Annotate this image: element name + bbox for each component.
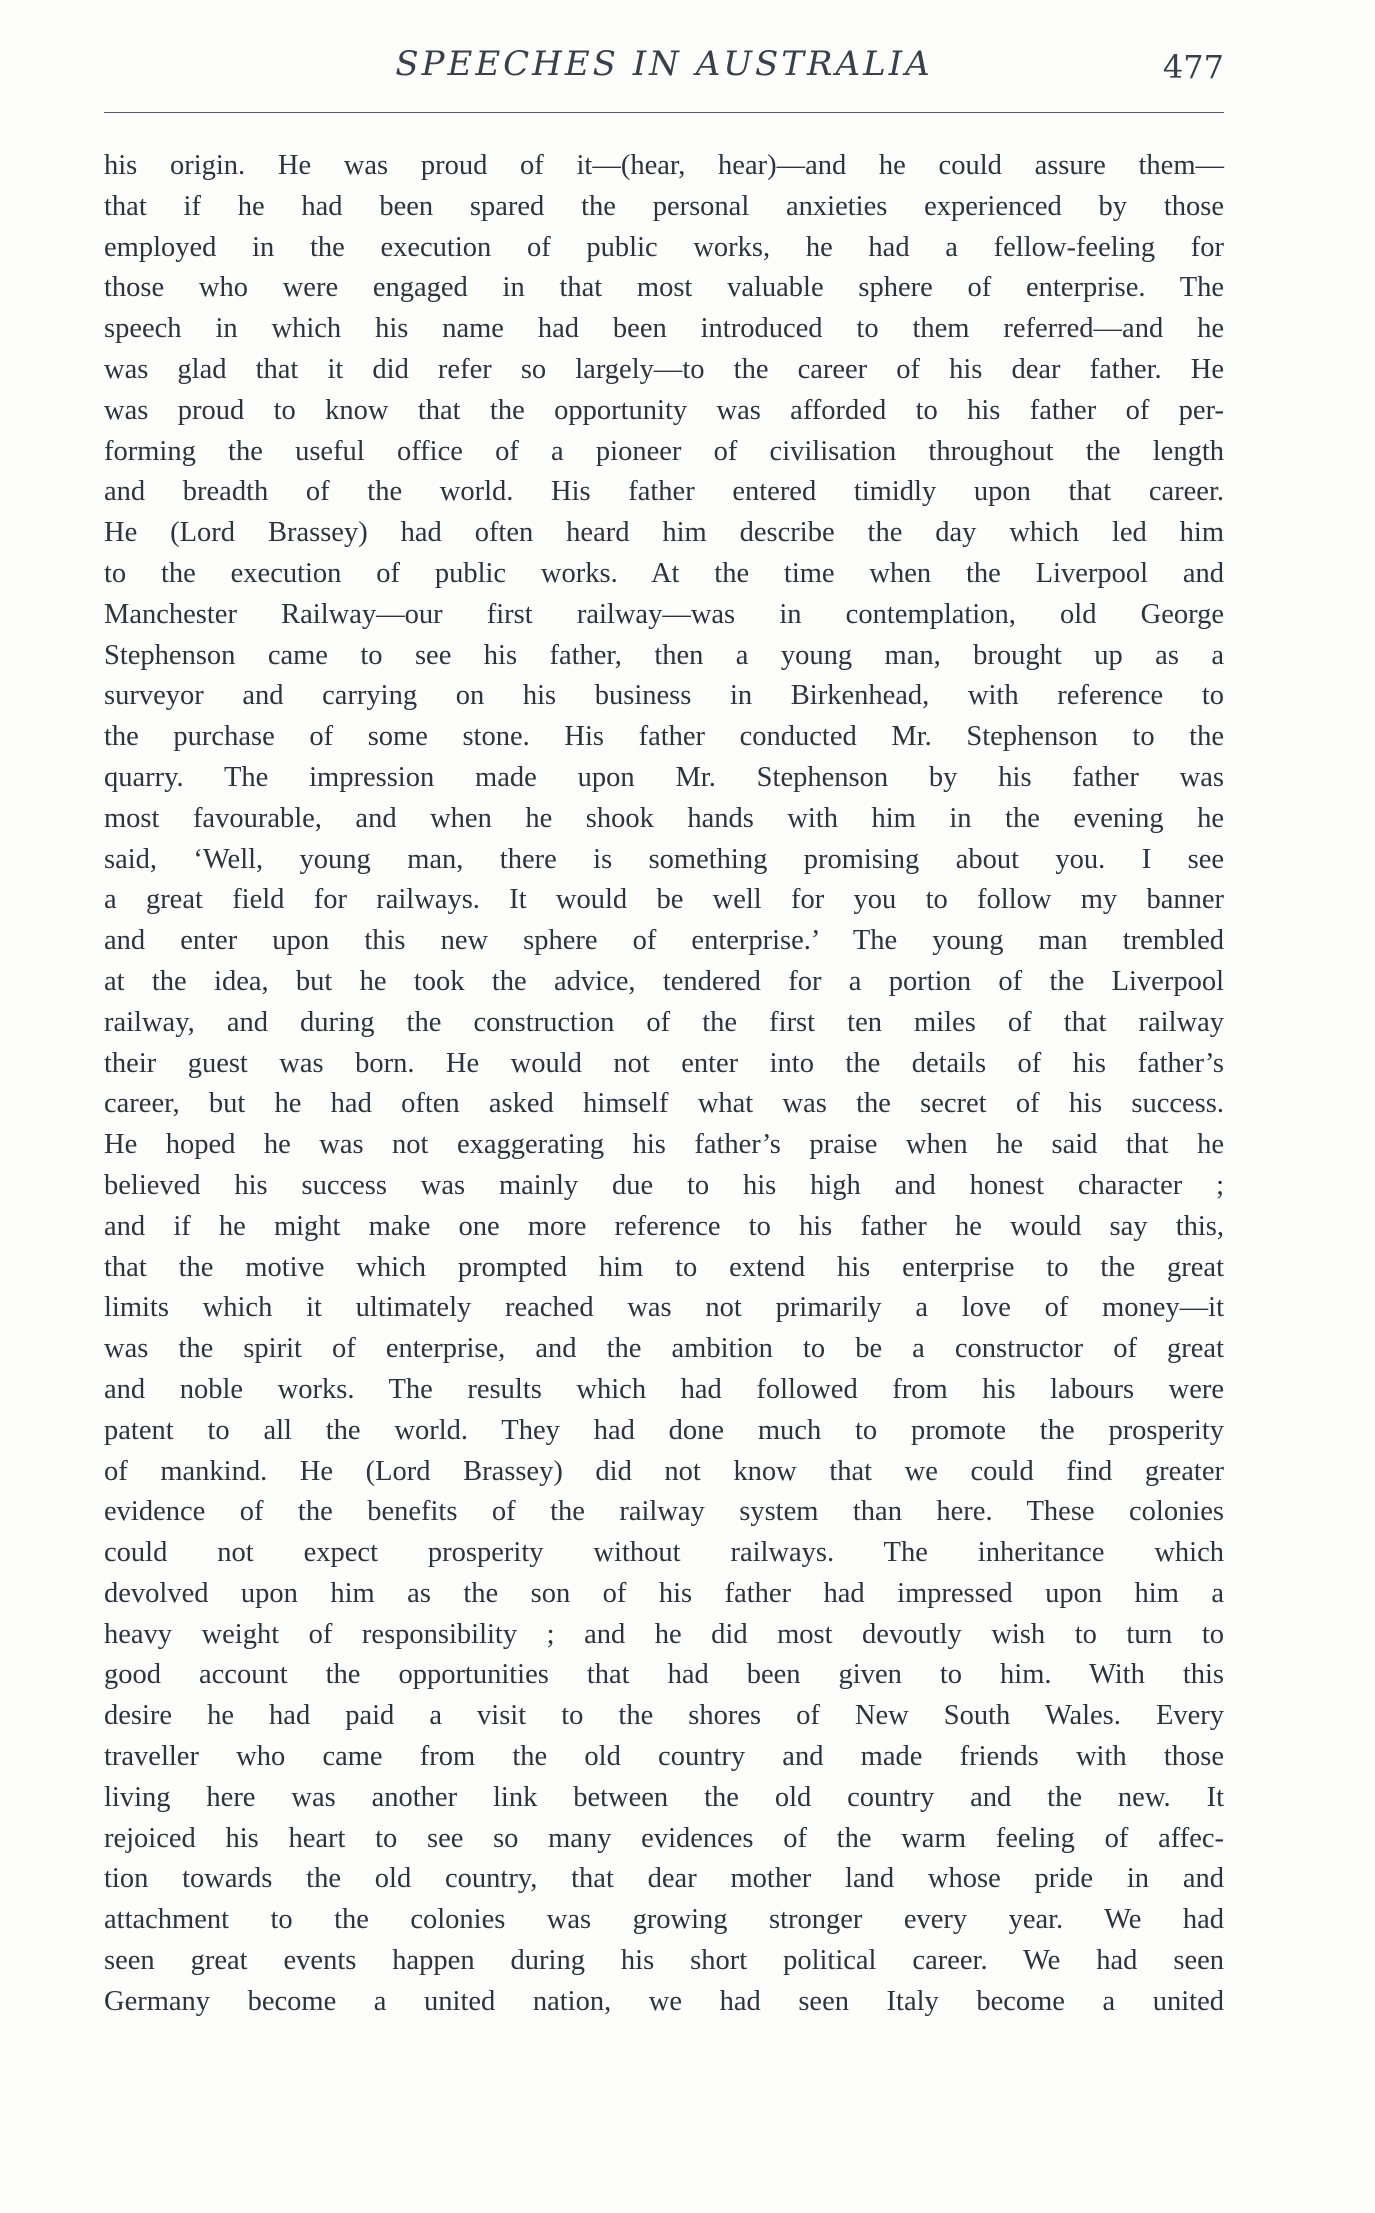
text-line: tion towards the old country, that dear mother land whose pride in and [104, 1863, 1224, 1895]
text-line: those who were engaged in that most valuable sphere of enterprise. The [104, 272, 1224, 304]
text-line: He (Lord Brassey) had often heard him describe the day which led him [104, 517, 1224, 549]
text-line: quarry. The impression made upon Mr. Stephenson by his father was [104, 761, 1224, 793]
text-line: could not expect prosperity without railways. The inheritance which [104, 1537, 1224, 1569]
text-line: at the idea, but he took the advice, tendered for a portion of the Liverpool [104, 965, 1224, 997]
text-line: career, but he had often asked himself what was the secret of his success. [104, 1088, 1224, 1120]
page-number: 477 [1162, 48, 1224, 86]
text-line: their guest was born. He would not enter into the details of his father’s [104, 1047, 1224, 1079]
text-line: to the execution of public works. At the time when the Liverpool and [104, 557, 1224, 589]
text-line: rejoiced his heart to see so many evidences of the warm feeling of affec- [104, 1822, 1224, 1854]
text-line: surveyor and carrying on his business in Birkenhead, with reference to [104, 680, 1224, 712]
text-line: limits which it ultimately reached was not primarily a love of money—it [104, 1292, 1224, 1324]
text-line: heavy weight of responsibility ; and he did most devoutly wish to turn to [104, 1618, 1224, 1650]
text-line: that if he had been spared the personal anxieties experienced by those [104, 190, 1224, 222]
running-head [104, 38, 1224, 98]
text-line: forming the useful office of a pioneer of civilisation throughout the length [104, 435, 1224, 467]
text-line: employed in the execution of public works, he had a fellow-feeling for [104, 231, 1224, 263]
text-line: good account the opportunities that had been given to him. With this [104, 1659, 1224, 1691]
text-line: evidence of the benefits of the railway system than here. These colonies [104, 1496, 1224, 1528]
text-line: Manchester Railway—our first railway—was in contemplation, old George [104, 598, 1224, 630]
text-line: most favourable, and when he shook hands with him in the evening he [104, 802, 1224, 834]
text-line: and breadth of the world. His father entered timidly upon that career. [104, 476, 1224, 508]
text-line: attachment to the colonies was growing stronger every year. We had [104, 1904, 1224, 1936]
text-line: was the spirit of enterprise, and the ambition to be a constructor of great [104, 1333, 1224, 1365]
text-line: traveller who came from the old country and made friends with those [104, 1741, 1224, 1773]
text-line: was glad that it did refer so largely—to the career of his dear father. He [104, 353, 1224, 385]
text-line: and if he might make one more reference to his father he would say this, [104, 1210, 1224, 1242]
text-line: a great field for railways. It would be well for you to follow my banner [104, 884, 1224, 916]
text-line: patent to all the world. They had done much to promote the prosperity [104, 1414, 1224, 1446]
text-line: living here was another link between the old country and the new. It [104, 1781, 1224, 1813]
text-line: railway, and during the construction of the first ten miles of that railway [104, 1006, 1224, 1038]
text-line: and enter upon this new sphere of enterprise.’ The young man trembled [104, 925, 1224, 957]
text-line: was proud to know that the opportunity was afforded to his father of per- [104, 394, 1224, 426]
text-line: his origin. He was proud of it—(hear, hear)—and he could assure them— [104, 150, 1224, 181]
text-line: the purchase of some stone. His father conducted Mr. Stephenson to the [104, 721, 1224, 753]
text-line: Stephenson came to see his father, then a young man, brought up as a [104, 639, 1224, 671]
text-line: desire he had paid a visit to the shores of New South Wales. Every [104, 1700, 1224, 1732]
text-line: seen great events happen during his short political career. We had seen [104, 1945, 1224, 1977]
text-line: speech in which his name had been introduced to them referred—and he [104, 313, 1224, 345]
body-text [104, 146, 1224, 2023]
text-line: He hoped he was not exaggerating his father’s praise when he said that he [104, 1129, 1224, 1161]
text-line: devolved upon him as the son of his father had impressed upon him a [104, 1577, 1224, 1609]
text-line: Germany become a united nation, we had seen Italy become a united [104, 1985, 1224, 2017]
running-title: SPEECHES IN AUSTRALIA [395, 44, 933, 84]
text-line: that the motive which prompted him to extend his enterprise to the great [104, 1251, 1224, 1283]
text-line: said, ‘Well, young man, there is something promising about you. I see [104, 843, 1224, 875]
text-line: believed his success was mainly due to his high and honest character ; [104, 1169, 1224, 1201]
text-line: and noble works. The results which had followed from his labours were [104, 1373, 1224, 1405]
text-line: of mankind. He (Lord Brassey) did not know that we could find greater [104, 1455, 1224, 1487]
header-rule [104, 112, 1224, 113]
